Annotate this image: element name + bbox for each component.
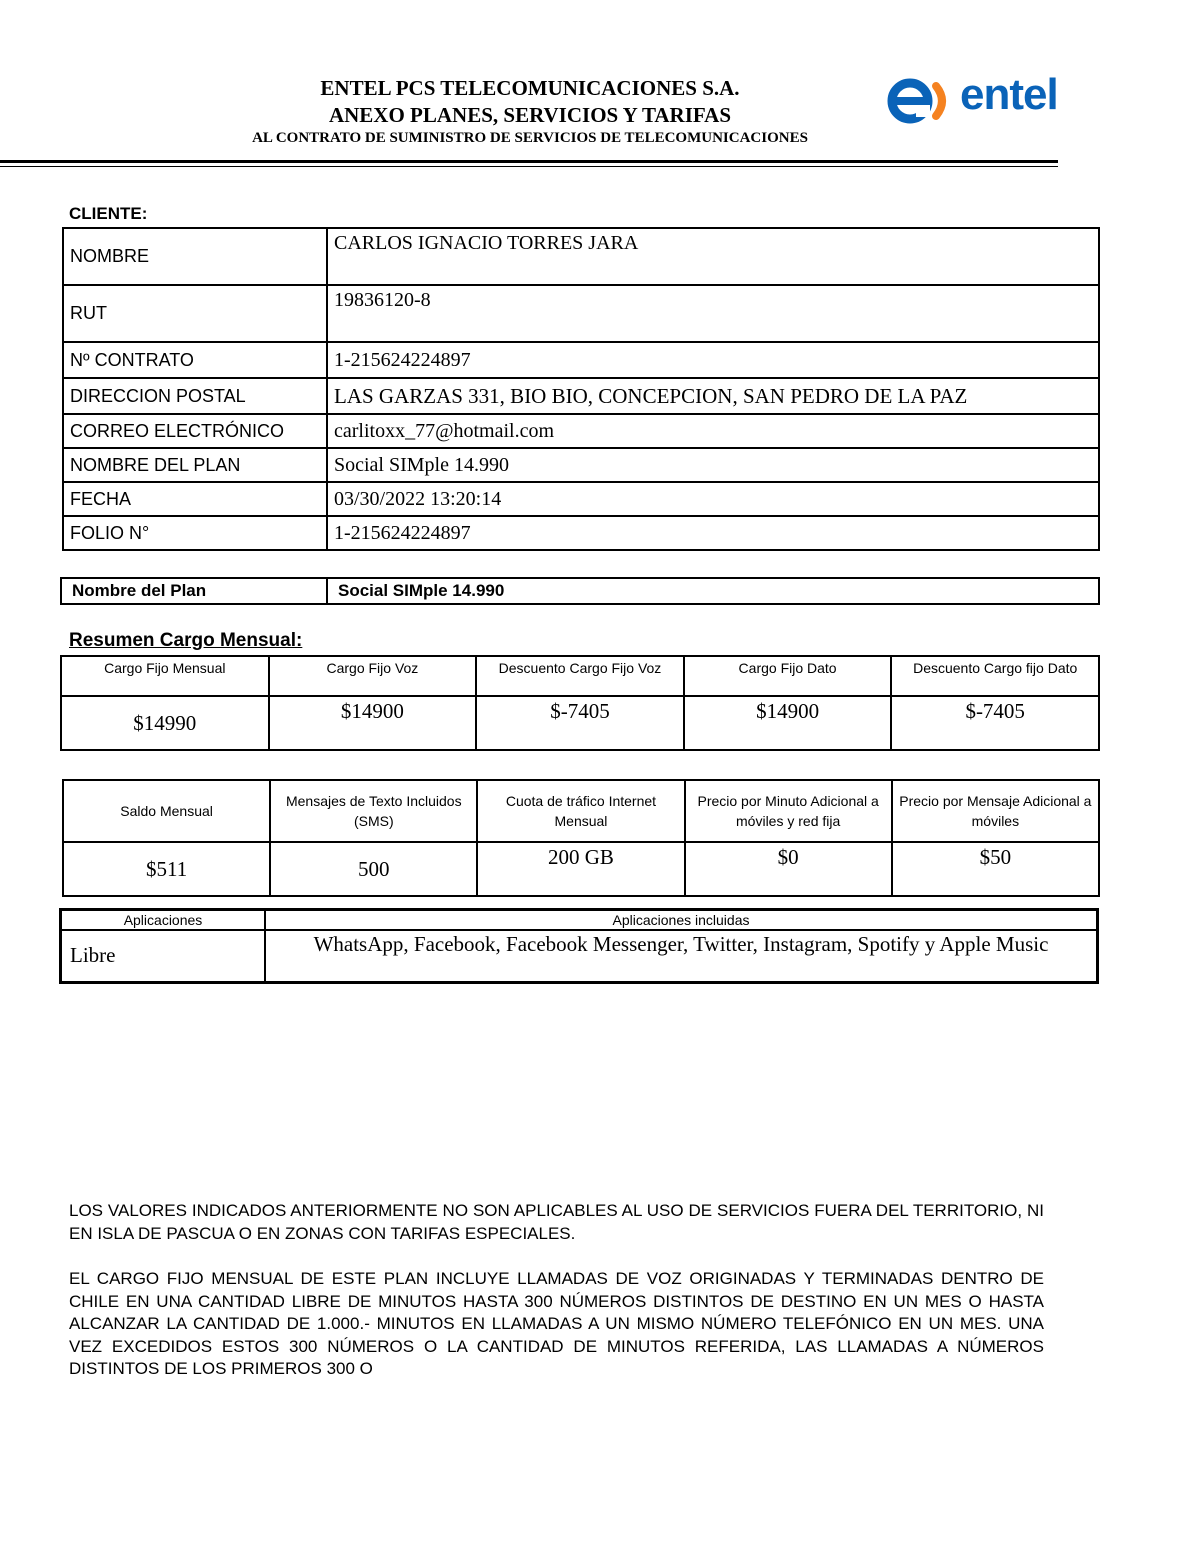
client-value: LAS GARZAS 331, BIO BIO, CONCEPCION, SAN PEDRO DE LA PAZ bbox=[327, 378, 1099, 414]
client-value: 19836120-8 bbox=[327, 285, 1099, 342]
client-label: CORREO ELECTRÓNICO bbox=[63, 414, 327, 448]
client-label: FOLIO N° bbox=[63, 516, 327, 550]
summary-header: Descuento Cargo Fijo Voz bbox=[476, 656, 684, 696]
details-value: 500 bbox=[270, 842, 477, 896]
summary-heading: Resumen Cargo Mensual: bbox=[69, 630, 303, 651]
details-value: 200 GB bbox=[477, 842, 684, 896]
details-header: Mensajes de Texto Incluidos (SMS) bbox=[270, 780, 477, 842]
table-row bbox=[63, 516, 1099, 550]
client-label: FECHA bbox=[63, 482, 327, 516]
plan-label: Nombre del Plan bbox=[61, 578, 327, 604]
details-header: Precio por Minuto Adicional a móviles y red fija bbox=[685, 780, 892, 842]
plan-value: Social SIMple 14.990 bbox=[327, 578, 1099, 604]
summary-header: Cargo Fijo Mensual bbox=[61, 656, 269, 696]
client-table bbox=[62, 227, 1100, 551]
summary-value: $-7405 bbox=[891, 696, 1099, 750]
details-value: $511 bbox=[63, 842, 270, 896]
details-header: Cuota de tráfico Internet Mensual bbox=[477, 780, 684, 842]
table-row bbox=[63, 482, 1099, 516]
annex-title: ANEXO PLANES, SERVICIOS Y TARIFAS bbox=[328, 103, 732, 127]
summary-table bbox=[60, 655, 1100, 751]
header-rule bbox=[0, 160, 1058, 163]
table-row bbox=[63, 378, 1099, 414]
table-row bbox=[61, 930, 1098, 982]
summary-value: $-7405 bbox=[476, 696, 684, 750]
details-value: $50 bbox=[892, 842, 1099, 896]
client-value: 1-215624224897 bbox=[327, 342, 1099, 378]
client-value: CARLOS IGNACIO TORRES JARA bbox=[327, 228, 1099, 285]
client-label: RUT bbox=[63, 285, 327, 342]
client-value: 03/30/2022 13:20:14 bbox=[327, 482, 1099, 516]
summary-value: $14990 bbox=[61, 696, 269, 750]
entel-logo bbox=[886, 70, 1076, 126]
table-row bbox=[61, 696, 1099, 750]
apps-type: Libre bbox=[61, 930, 266, 982]
apps-header-right: Aplicaciones incluidas bbox=[265, 910, 1098, 931]
client-heading: CLIENTE: bbox=[69, 204, 148, 223]
summary-value: $14900 bbox=[269, 696, 477, 750]
client-value: Social SIMple 14.990 bbox=[327, 448, 1099, 482]
entel-logo-text: entel bbox=[960, 70, 1058, 119]
table-row bbox=[61, 578, 1099, 604]
table-row bbox=[61, 656, 1099, 696]
summary-value: $14900 bbox=[684, 696, 892, 750]
note-paragraph-2: EL CARGO FIJO MENSUAL DE ESTE PLAN INCLUYE LLAMADAS DE VOZ ORIGINADAS Y TERMINADAS DENTRO DE CHILE EN UNA CANTIDAD LIBRE DE MINUTOS HASTA 300 NÚMEROS DISTINTOS DE DESTINO EN UN MES O HASTA ALCANZAR LA CANTIDAD DE 1.000.- MINUTOS EN LLAMADAS A UN MISMO NÚMERO TELEFÓNICO EN UN MES. UNA VEZ EXCEDIDOS ESTOS 300 NÚMEROS O LA CANTIDAD DE MINUTOS REFERIDA, LAS LLAMADAS A NÚMEROS DISTINTOS DE LOS PRIMEROS 300 O bbox=[69, 1269, 1044, 1378]
details-table bbox=[62, 779, 1100, 897]
apps-table bbox=[59, 908, 1099, 984]
table-row bbox=[63, 842, 1099, 896]
contract-subtitle: AL CONTRATO DE SUMINISTRO DE SERVICIOS DE TELECOMUNICACIONES bbox=[252, 130, 808, 146]
summary-header: Descuento Cargo fijo Dato bbox=[891, 656, 1099, 696]
table-row bbox=[63, 448, 1099, 482]
details-header: Precio por Mensaje Adicional a móviles bbox=[892, 780, 1099, 842]
apps-list: WhatsApp, Facebook, Facebook Messenger, Twitter, Instagram, Spotify y Apple Music bbox=[265, 930, 1098, 982]
company-name: ENTEL PCS TELECOMUNICACIONES S.A. bbox=[320, 76, 740, 100]
summary-header: Cargo Fijo Voz bbox=[269, 656, 477, 696]
client-value: carlitoxx_77@hotmail.com bbox=[327, 414, 1099, 448]
apps-header-left: Aplicaciones bbox=[61, 910, 266, 931]
note-paragraph-1: LOS VALORES INDICADOS ANTERIORMENTE NO SON APLICABLES AL USO DE SERVICIOS FUERA DEL TERRITORIO, NI EN ISLA DE PASCUA O EN ZONAS CON TARIFAS ESPECIALES. bbox=[69, 1201, 1044, 1243]
client-value: 1-215624224897 bbox=[327, 516, 1099, 550]
summary-header: Cargo Fijo Dato bbox=[684, 656, 892, 696]
client-label: NOMBRE bbox=[63, 228, 327, 285]
table-row bbox=[63, 414, 1099, 448]
client-label: Nº CONTRATO bbox=[63, 342, 327, 378]
client-label: NOMBRE DEL PLAN bbox=[63, 448, 327, 482]
table-row bbox=[63, 285, 1099, 342]
header-rule-thin bbox=[0, 166, 1058, 167]
table-row bbox=[63, 342, 1099, 378]
plan-table bbox=[60, 577, 1100, 605]
table-row bbox=[63, 780, 1099, 842]
table-row bbox=[61, 910, 1098, 931]
client-label: DIRECCION POSTAL bbox=[63, 378, 327, 414]
table-row bbox=[63, 228, 1099, 285]
details-value: $0 bbox=[685, 842, 892, 896]
details-header: Saldo Mensual bbox=[63, 780, 270, 842]
